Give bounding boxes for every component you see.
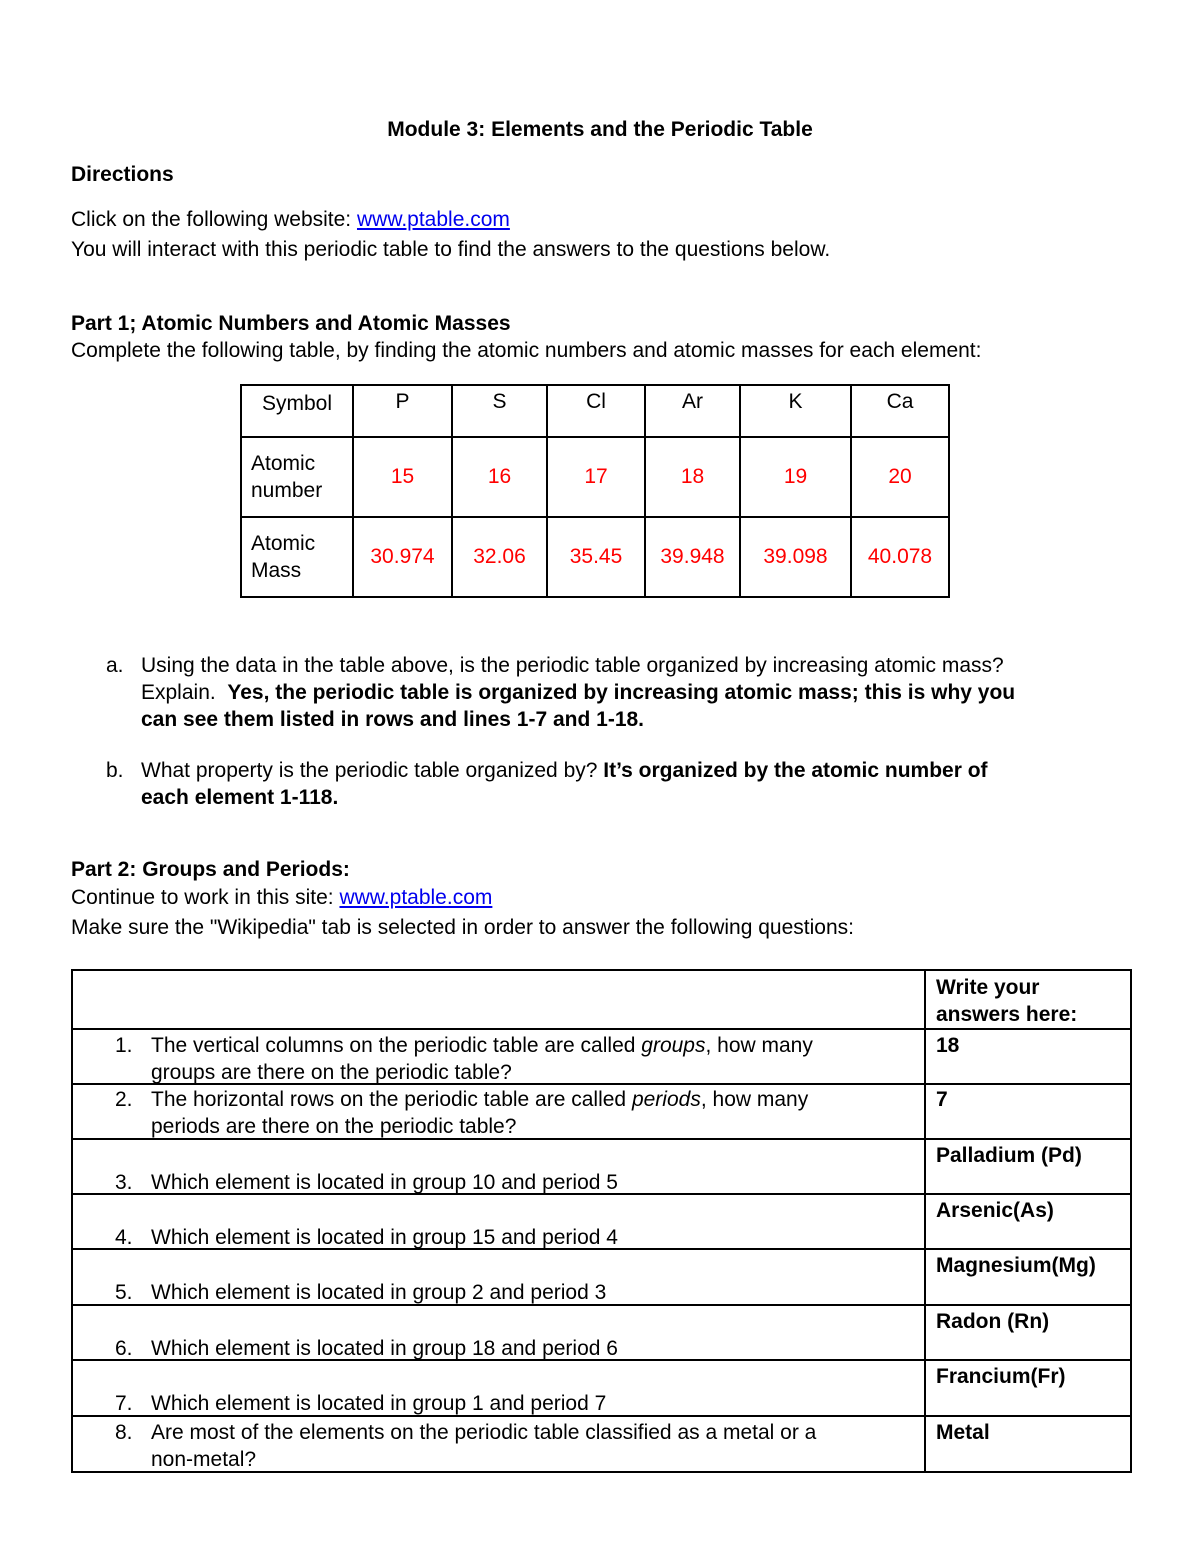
atomic-mass-cell: 40.078 — [851, 517, 949, 597]
question-text: Which element is located in group 18 and period 6 — [151, 1337, 618, 1360]
question-number: 3. — [115, 1171, 133, 1194]
table-row — [72, 1084, 1131, 1139]
part2-line-1-text: Continue to work in this site: — [71, 886, 340, 909]
question-a-prompt: Explain. — [141, 681, 216, 704]
question-text-post: , how many — [705, 1034, 813, 1057]
question-number: 2. — [115, 1088, 133, 1111]
atomic-number-cell: 20 — [851, 437, 949, 517]
symbol-cell: P — [353, 385, 452, 437]
part2-line-2: Make sure the "Wikipedia" tab is selected in order to answer the following questions: — [71, 916, 854, 939]
atomic-mass-cell: 30.974 — [353, 517, 452, 597]
table-header-row — [72, 970, 1131, 1029]
directions-line-2: You will interact with this periodic table to find the answers to the questions below. — [71, 238, 831, 261]
question-number: 5. — [115, 1281, 133, 1304]
directions-line-1 — [71, 206, 510, 234]
question-cell — [72, 1194, 925, 1249]
question-b-answer-1: It’s organized by the atomic number of — [603, 759, 988, 782]
question-text-em: groups — [641, 1034, 706, 1057]
ptable-link-2[interactable]: www.ptable.com — [339, 886, 493, 909]
symbol-row — [241, 385, 949, 437]
question-cell — [72, 1249, 925, 1305]
answer-cell: Francium(Fr) — [925, 1360, 1131, 1416]
part1-heading: Part 1; Atomic Numbers and Atomic Masses — [71, 312, 511, 335]
atomic-mass-cell: 35.45 — [547, 517, 645, 597]
question-b-label: b. — [106, 759, 124, 782]
answer-cell: 7 — [925, 1084, 1131, 1139]
question-text-line-2: periods are there on the periodic table? — [151, 1115, 517, 1138]
header-blank-cell — [72, 970, 925, 1029]
answer-header-line-1: Write your — [936, 976, 1040, 999]
table-row — [72, 1416, 1131, 1472]
question-text-line-2: non-metal? — [151, 1448, 257, 1471]
question-text-post: , how many — [700, 1088, 809, 1111]
question-text — [151, 1419, 904, 1473]
question-text-pre: The vertical columns on the periodic table are called — [151, 1034, 642, 1057]
question-cell — [72, 1305, 925, 1360]
symbol-cell: K — [740, 385, 851, 437]
atomic-number-cell: 16 — [452, 437, 547, 517]
question-cell — [72, 1139, 925, 1194]
table-row — [72, 1029, 1131, 1084]
question-b-answer-2: each element 1-118. — [141, 786, 339, 809]
question-cell — [72, 1360, 925, 1416]
question-text-line-1: Are most of the elements on the periodic table classified as a metal or a — [151, 1421, 817, 1444]
symbol-cell: S — [452, 385, 547, 437]
question-text-em: periods — [631, 1088, 701, 1111]
table-row — [72, 1139, 1131, 1194]
part2-line-1 — [71, 884, 492, 912]
ptable-link[interactable]: www.ptable.com — [356, 208, 510, 231]
answer-cell: Metal — [925, 1416, 1131, 1472]
question-b-line-1 — [141, 757, 988, 785]
answer-cell: Arsenic(As) — [925, 1194, 1131, 1249]
question-b-text: What property is the periodic table organized by? — [141, 759, 598, 782]
atomic-mass-cell: 39.948 — [645, 517, 740, 597]
atomic-mass-cell: 32.06 — [452, 517, 547, 597]
answer-cell: Palladium (Pd) — [925, 1139, 1131, 1194]
question-text — [151, 1086, 904, 1140]
atomic-data-table — [240, 384, 950, 598]
directions-line-1-text: Click on the following website: — [71, 208, 357, 231]
question-number: 1. — [115, 1034, 133, 1057]
answer-cell: Radon (Rn) — [925, 1305, 1131, 1360]
question-text: Which element is located in group 1 and period 7 — [151, 1392, 607, 1415]
question-number: 7. — [115, 1392, 133, 1415]
part1-instructions: Complete the following table, by finding the atomic numbers and atomic masses for each element: — [71, 339, 982, 362]
question-a-answer-1: Yes, the periodic table is organized by increasing atomic mass; this is why you — [227, 681, 1016, 704]
row-label-atomic-mass: Atomic Mass — [241, 517, 353, 597]
answer-cell: Magnesium(Mg) — [925, 1249, 1131, 1305]
question-text-pre: The horizontal rows on the periodic table are called — [151, 1088, 632, 1111]
atomic-number-cell: 17 — [547, 437, 645, 517]
question-a-text: Using the data in the table above, is the periodic table organized by increasing atomic mass? — [141, 654, 1004, 677]
atomic-number-cell: 15 — [353, 437, 452, 517]
question-text: Which element is located in group 10 and period 5 — [151, 1171, 618, 1194]
directions-heading: Directions — [71, 163, 174, 186]
question-a-label: a. — [106, 654, 124, 677]
atomic-number-row — [241, 437, 949, 517]
groups-periods-table — [71, 969, 1132, 1473]
symbol-cell: Cl — [547, 385, 645, 437]
page-title: Module 3: Elements and the Periodic Table — [387, 118, 813, 141]
answer-header-line-2: answers here: — [936, 1003, 1078, 1026]
question-number: 6. — [115, 1337, 133, 1360]
question-cell — [72, 1084, 925, 1139]
atomic-number-cell: 19 — [740, 437, 851, 517]
question-cell — [72, 1029, 925, 1084]
part2-heading: Part 2: Groups and Periods: — [71, 858, 350, 881]
row-label-symbol: Symbol — [241, 385, 353, 437]
table-row — [72, 1194, 1131, 1249]
question-text-line-2: groups are there on the periodic table? — [151, 1061, 512, 1084]
atomic-mass-cell: 39.098 — [740, 517, 851, 597]
table-row — [72, 1249, 1131, 1305]
question-a-answer-2: can see them listed in rows and lines 1-7 and 1-18. — [141, 708, 645, 731]
symbol-cell: Ar — [645, 385, 740, 437]
answer-header-cell — [925, 970, 1131, 1029]
table-row — [72, 1305, 1131, 1360]
row-label-atomic-number: Atomic number — [241, 437, 353, 517]
table-row — [72, 1360, 1131, 1416]
question-text: Which element is located in group 2 and period 3 — [151, 1281, 607, 1304]
question-a-line-2 — [141, 679, 1015, 707]
question-number: 4. — [115, 1226, 133, 1249]
question-text: Which element is located in group 15 and period 4 — [151, 1226, 618, 1249]
question-cell — [72, 1416, 925, 1472]
atomic-number-cell: 18 — [645, 437, 740, 517]
answer-cell: 18 — [925, 1029, 1131, 1084]
atomic-mass-row — [241, 517, 949, 597]
symbol-cell: Ca — [851, 385, 949, 437]
question-number: 8. — [115, 1421, 133, 1444]
question-text — [151, 1032, 904, 1086]
